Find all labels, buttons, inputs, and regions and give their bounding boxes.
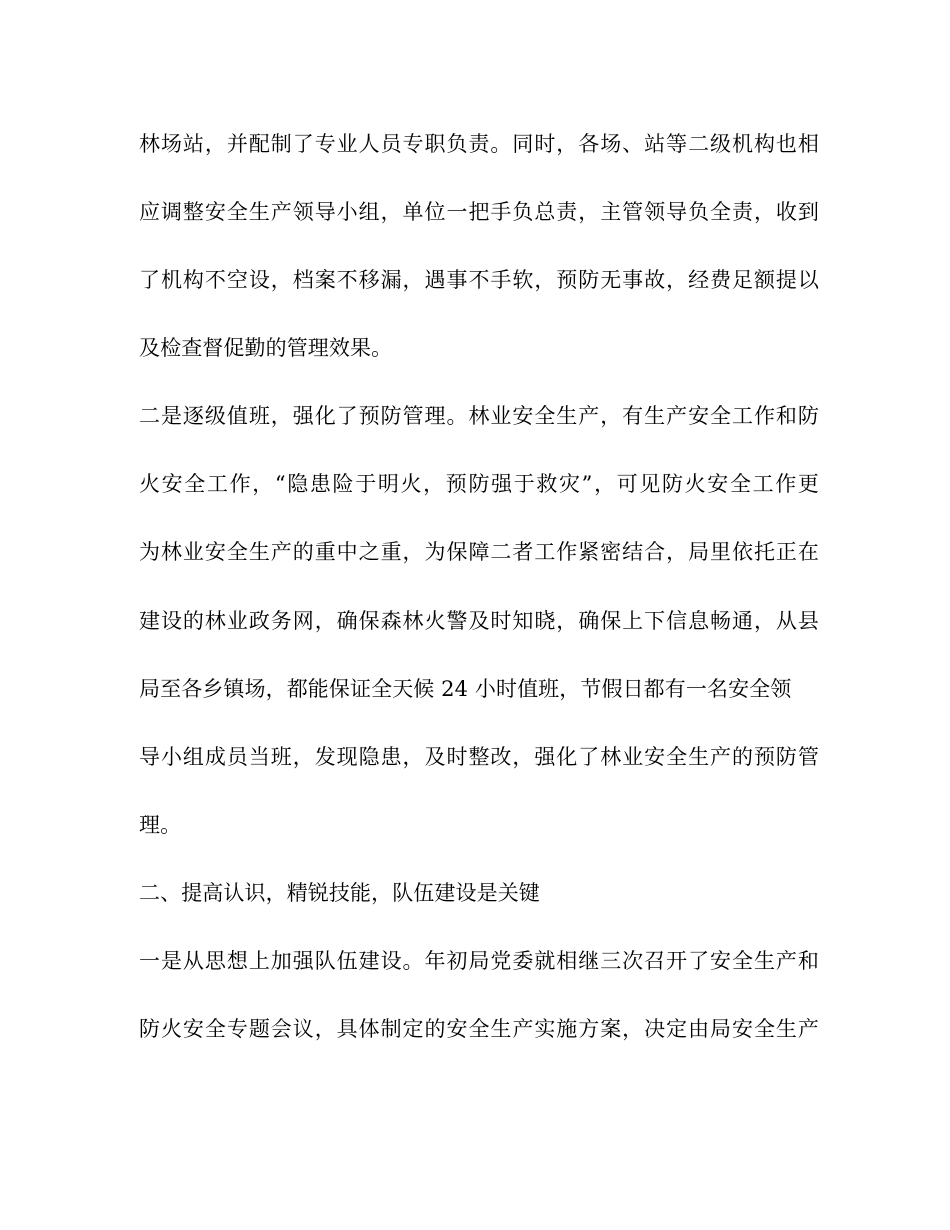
paragraph-2-line-2: 火安全工作，“隐患险于明火，预防强于救灾”，可见防火安全工作更 [139,472,819,496]
paragraph-1-line-4: 及检查督促勤的管理效果。 [139,336,393,360]
paragraph-2-line-1: 二是逐级值班，强化了预防管理。林业安全生产，有生产安全工作和防 [139,404,819,428]
paragraph-2-line-5: 局至各乡镇场，都能保证全天候 24 小时值班，节假日都有一名安全领 [139,677,792,701]
section-heading: 二、提高认识，精锐技能，队伍建设是关键 [139,881,540,905]
paragraph-2-line-6: 导小组成员当班，发现隐患，及时整改，强化了林业安全生产的预防管 [139,745,819,769]
paragraph-2-line-4: 建设的林业政务网，确保森林火警及时知晓，确保上下信息畅通，从县 [139,609,819,633]
paragraph-2-line-3: 为林业安全生产的重中之重，为保障二者工作紧密结合，局里依托正在 [139,540,819,564]
paragraph-3-line-2: 防火安全专题会议，具体制定的安全生产实施方案，决定由局安全生产 [139,1017,819,1041]
paragraph-1-line-3: 了机构不空设，档案不移漏，遇事不手软，预防无事故，经费足额提以 [139,268,819,292]
paragraph-1-line-1: 林场站，并配制了专业人员专职负责。同时，各场、站等二级机构也相 [139,132,819,156]
paragraph-1-line-2: 应调整安全生产领导小组，单位一把手负总责，主管领导负全责，收到 [139,200,819,224]
paragraph-3-line-1: 一是从思想上加强队伍建设。年初局党委就相继三次召开了安全生产和 [139,949,819,973]
paragraph-2-line-7: 理。 [139,813,182,837]
